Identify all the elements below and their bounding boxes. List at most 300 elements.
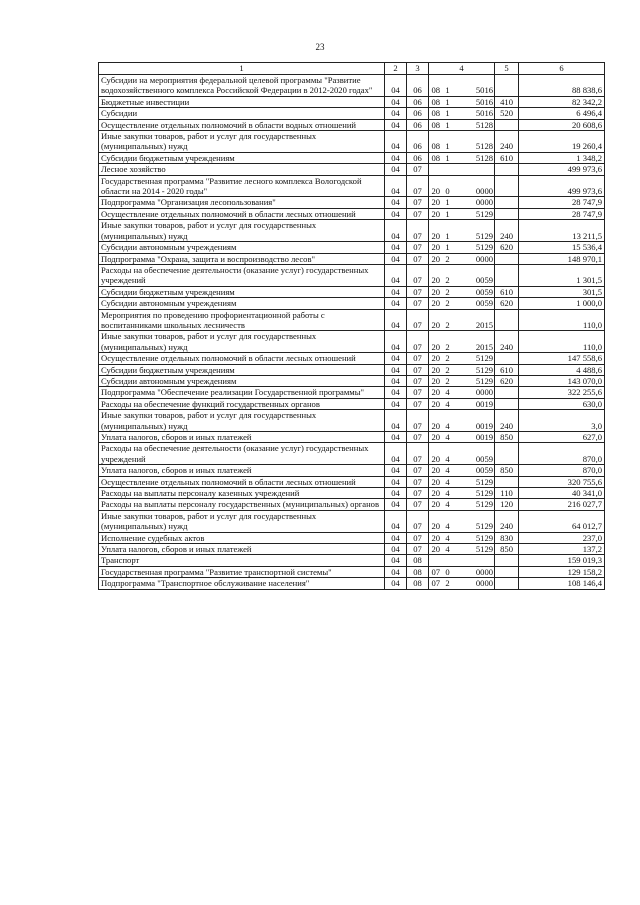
table-row [99,253,605,264]
row-name: Расходы на обеспечение деятельности (оказание услуг) государственных учреждений [99,264,385,286]
row-section: 04 [385,309,407,331]
row-subsection: 07 [407,197,429,208]
row-amount: 627,0 [519,432,605,443]
page-number: 23 [315,42,325,52]
row-amount: 40 341,0 [519,488,605,499]
row-csr-reserve [453,410,464,432]
row-name: Подпрограмма "Организация лесопользования" [99,197,385,208]
table-row [99,175,605,197]
row-name: Осуществление отдельных полномочий в области водных отношений [99,119,385,130]
row-csr-direction: 0059 [464,286,495,297]
row-csr-direction: 0000 [464,197,495,208]
row-csr-subprogram: 0 [443,175,453,197]
row-csr-direction: 5128 [464,152,495,163]
table-row [99,152,605,163]
table-row [99,465,605,476]
row-expense-type: 240 [495,131,519,153]
row-section: 04 [385,96,407,107]
row-csr-reserve [453,108,464,119]
table-row [99,375,605,386]
row-subsection: 06 [407,108,429,119]
row-subsection: 07 [407,375,429,386]
row-subsection: 07 [407,220,429,242]
table-row [99,499,605,510]
row-csr-direction: 5129 [464,476,495,487]
row-csr-reserve [453,499,464,510]
row-csr-direction: 5016 [464,96,495,107]
row-name: Иные закупки товаров, работ и услуг для государственных (муниципальных) нужд [99,131,385,153]
table-row [99,119,605,130]
row-csr-direction: 5129 [464,544,495,555]
row-csr-program: 20 [429,510,443,532]
row-csr-subprogram: 4 [443,532,453,543]
row-csr-reserve [453,578,464,589]
row-subsection: 07 [407,387,429,398]
header-col-2: 2 [385,63,407,75]
row-csr-direction: 5129 [464,532,495,543]
row-csr-program [429,555,443,566]
row-amount: 64 012,7 [519,510,605,532]
row-subsection: 06 [407,96,429,107]
row-amount: 320 755,6 [519,476,605,487]
row-subsection: 07 [407,465,429,476]
row-csr-direction: 0000 [464,175,495,197]
row-expense-type [495,264,519,286]
row-expense-type: 850 [495,432,519,443]
row-csr-reserve [453,398,464,409]
row-amount: 630,0 [519,398,605,409]
row-subsection: 07 [407,298,429,309]
row-subsection: 07 [407,499,429,510]
row-amount: 19 260,4 [519,131,605,153]
row-name: Государственная программа "Развитие транспортной системы" [99,566,385,577]
row-expense-type [495,164,519,175]
row-csr-reserve [453,298,464,309]
table-row [99,555,605,566]
row-subsection: 07 [407,532,429,543]
table-row [99,544,605,555]
row-csr-subprogram: 4 [443,410,453,432]
header-col-4: 4 [429,63,495,75]
row-csr-reserve [453,96,464,107]
row-subsection: 07 [407,175,429,197]
row-csr-subprogram: 1 [443,208,453,219]
row-section: 04 [385,119,407,130]
row-subsection: 07 [407,510,429,532]
row-subsection: 07 [407,253,429,264]
row-name: Иные закупки товаров, работ и услуг для государственных (муниципальных) нужд [99,220,385,242]
row-csr-program: 20 [429,264,443,286]
row-expense-type: 620 [495,298,519,309]
row-csr-reserve [453,555,464,566]
row-name: Субсидии автономным учреждениям [99,298,385,309]
row-csr-reserve [453,75,464,97]
row-csr-program: 20 [429,532,443,543]
row-name: Лесное хозяйство [99,164,385,175]
row-csr-reserve [453,353,464,364]
row-section: 04 [385,375,407,386]
row-csr-program: 20 [429,309,443,331]
table-row [99,476,605,487]
row-csr-program: 20 [429,387,443,398]
row-csr-program: 08 [429,108,443,119]
row-subsection: 07 [407,286,429,297]
row-csr-reserve [453,476,464,487]
row-csr-program: 08 [429,131,443,153]
row-csr-reserve [453,488,464,499]
row-section: 04 [385,488,407,499]
row-expense-type: 850 [495,544,519,555]
row-name: Субсидии бюджетным учреждениям [99,152,385,163]
table-row [99,164,605,175]
row-csr-direction: 5129 [464,510,495,532]
row-csr-reserve [453,309,464,331]
row-name: Субсидии бюджетным учреждениям [99,364,385,375]
row-section: 04 [385,242,407,253]
row-csr-subprogram: 1 [443,197,453,208]
row-csr-program: 20 [429,375,443,386]
table-row [99,443,605,465]
row-csr-subprogram: 4 [443,387,453,398]
row-amount: 499 973,6 [519,175,605,197]
row-name: Расходы на выплаты персоналу казенных учреждений [99,488,385,499]
row-expense-type: 610 [495,286,519,297]
row-amount: 143 070,0 [519,375,605,386]
row-amount: 28 747,9 [519,197,605,208]
row-expense-type: 830 [495,532,519,543]
row-name: Подпрограмма "Транспортное обслуживание населения" [99,578,385,589]
row-csr-subprogram: 2 [443,264,453,286]
row-csr-reserve [453,375,464,386]
row-csr-subprogram: 4 [443,465,453,476]
row-csr-reserve [453,208,464,219]
row-name: Транспорт [99,555,385,566]
row-csr-reserve [453,242,464,253]
table-row [99,131,605,153]
row-name: Расходы на обеспечение деятельности (оказание услуг) государственных учреждений [99,443,385,465]
row-expense-type [495,175,519,197]
row-amount: 322 255,6 [519,387,605,398]
row-subsection: 06 [407,152,429,163]
table-row [99,488,605,499]
row-amount: 15 536,4 [519,242,605,253]
row-amount: 870,0 [519,443,605,465]
row-name: Субсидии [99,108,385,119]
row-csr-reserve [453,364,464,375]
row-expense-type [495,197,519,208]
row-amount: 110,0 [519,331,605,353]
row-section: 04 [385,398,407,409]
row-csr-subprogram: 1 [443,131,453,153]
row-subsection: 08 [407,578,429,589]
row-expense-type [495,387,519,398]
row-csr-direction: 0000 [464,253,495,264]
row-csr-program: 07 [429,566,443,577]
row-amount: 499 973,6 [519,164,605,175]
row-subsection: 07 [407,443,429,465]
row-expense-type [495,119,519,130]
row-csr-direction: 5128 [464,119,495,130]
row-subsection: 07 [407,432,429,443]
row-csr-reserve [453,131,464,153]
table-row [99,510,605,532]
row-csr-subprogram: 0 [443,566,453,577]
row-subsection: 07 [407,410,429,432]
row-csr-program: 20 [429,410,443,432]
table-row [99,309,605,331]
row-amount: 88 838,6 [519,75,605,97]
row-amount: 159 019,3 [519,555,605,566]
row-csr-reserve [453,465,464,476]
row-csr-direction: 5129 [464,353,495,364]
row-subsection: 07 [407,476,429,487]
row-subsection: 07 [407,208,429,219]
row-amount: 870,0 [519,465,605,476]
table-row [99,364,605,375]
row-csr-subprogram: 4 [443,510,453,532]
row-section: 04 [385,544,407,555]
row-expense-type [495,476,519,487]
row-section: 04 [385,131,407,153]
row-csr-subprogram: 4 [443,488,453,499]
row-name: Бюджетные инвестиции [99,96,385,107]
row-csr-subprogram: 2 [443,298,453,309]
row-expense-type: 410 [495,96,519,107]
row-csr-reserve [453,220,464,242]
row-csr-direction [464,164,495,175]
row-csr-direction: 5129 [464,220,495,242]
table-row [99,197,605,208]
row-subsection: 07 [407,398,429,409]
row-amount: 216 027,7 [519,499,605,510]
row-name: Государственная программа "Развитие лесного комплекса Вологодской области на 2014 - 2020 годы" [99,175,385,197]
row-csr-direction: 0019 [464,398,495,409]
row-amount: 4 488,6 [519,364,605,375]
row-csr-subprogram: 1 [443,75,453,97]
row-csr-subprogram: 1 [443,119,453,130]
row-section: 04 [385,555,407,566]
row-csr-program: 20 [429,488,443,499]
row-csr-subprogram: 1 [443,242,453,253]
row-csr-reserve [453,432,464,443]
row-name: Осуществление отдельных полномочий в области лесных отношений [99,353,385,364]
row-amount: 1 000,0 [519,298,605,309]
row-subsection: 07 [407,264,429,286]
row-csr-program: 20 [429,544,443,555]
row-csr-subprogram: 1 [443,220,453,242]
row-csr-reserve [453,387,464,398]
row-csr-direction: 0059 [464,465,495,476]
row-csr-program: 20 [429,208,443,219]
row-section: 04 [385,108,407,119]
row-name: Иные закупки товаров, работ и услуг для государственных (муниципальных) нужд [99,410,385,432]
row-name: Иные закупки товаров, работ и услуг для государственных (муниципальных) нужд [99,331,385,353]
row-expense-type: 240 [495,220,519,242]
row-csr-direction: 5129 [464,488,495,499]
table-row [99,387,605,398]
row-subsection: 07 [407,364,429,375]
row-csr-program: 08 [429,119,443,130]
row-section: 04 [385,197,407,208]
row-subsection: 07 [407,164,429,175]
table-row [99,410,605,432]
row-section: 04 [385,532,407,543]
row-section: 04 [385,253,407,264]
row-section: 04 [385,566,407,577]
row-csr-subprogram [443,555,453,566]
row-expense-type: 240 [495,510,519,532]
row-amount: 6 496,4 [519,108,605,119]
header-row [99,63,605,75]
budget-table [98,62,605,590]
row-csr-program: 08 [429,96,443,107]
row-amount: 237,0 [519,532,605,543]
row-csr-reserve [453,253,464,264]
row-csr-subprogram: 1 [443,108,453,119]
row-csr-direction: 0000 [464,578,495,589]
row-name: Субсидии бюджетным учреждениям [99,286,385,297]
row-section: 04 [385,220,407,242]
row-amount: 28 747,9 [519,208,605,219]
row-subsection: 06 [407,75,429,97]
row-csr-subprogram: 2 [443,364,453,375]
row-name: Подпрограмма "Обеспечение реализации Государственной программы" [99,387,385,398]
row-expense-type: 240 [495,331,519,353]
row-expense-type [495,578,519,589]
row-csr-program: 20 [429,364,443,375]
row-amount: 1 348,2 [519,152,605,163]
table-row [99,331,605,353]
row-csr-direction [464,555,495,566]
row-csr-reserve [453,544,464,555]
row-csr-reserve [453,286,464,297]
row-csr-subprogram: 1 [443,152,453,163]
row-csr-program: 20 [429,476,443,487]
row-subsection: 07 [407,488,429,499]
row-csr-subprogram: 2 [443,578,453,589]
row-section: 04 [385,152,407,163]
row-csr-program: 08 [429,152,443,163]
row-section: 04 [385,443,407,465]
row-csr-program: 20 [429,197,443,208]
row-csr-program: 20 [429,253,443,264]
row-name: Субсидии на мероприятия федеральной целевой программы "Развитие водохозяйственного комплекса Российской Федерации в 2012-2020 годах" [99,75,385,97]
row-amount: 110,0 [519,309,605,331]
row-csr-subprogram: 4 [443,544,453,555]
row-amount: 148 970,1 [519,253,605,264]
row-section: 04 [385,510,407,532]
row-subsection: 07 [407,331,429,353]
row-csr-direction: 0019 [464,410,495,432]
row-section: 04 [385,286,407,297]
row-section: 04 [385,208,407,219]
table-row [99,398,605,409]
row-csr-program: 20 [429,331,443,353]
row-expense-type [495,398,519,409]
row-csr-program: 20 [429,432,443,443]
row-csr-direction: 5129 [464,375,495,386]
row-name: Расходы на выплаты персоналу государственных (муниципальных) органов [99,499,385,510]
row-csr-direction: 5016 [464,108,495,119]
table-body [99,75,605,590]
row-csr-direction: 5129 [464,242,495,253]
row-subsection: 06 [407,119,429,130]
row-csr-reserve [453,152,464,163]
row-csr-program: 20 [429,443,443,465]
row-name: Исполнение судебных актов [99,532,385,543]
row-csr-program: 20 [429,242,443,253]
row-subsection: 07 [407,242,429,253]
row-csr-subprogram: 1 [443,96,453,107]
table-row [99,96,605,107]
header-col-3: 3 [407,63,429,75]
table-row [99,353,605,364]
row-name: Уплата налогов, сборов и иных платежей [99,465,385,476]
row-name: Субсидии автономным учреждениям [99,242,385,253]
row-subsection: 07 [407,353,429,364]
row-section: 04 [385,499,407,510]
row-subsection: 08 [407,566,429,577]
row-name: Иные закупки товаров, работ и услуг для государственных (муниципальных) нужд [99,510,385,532]
row-section: 04 [385,353,407,364]
row-expense-type: 120 [495,499,519,510]
row-name: Осуществление отдельных полномочий в области лесных отношений [99,208,385,219]
table-row [99,208,605,219]
row-expense-type: 610 [495,364,519,375]
row-csr-subprogram: 2 [443,331,453,353]
row-section: 04 [385,387,407,398]
row-csr-subprogram: 2 [443,375,453,386]
row-expense-type [495,208,519,219]
row-expense-type: 610 [495,152,519,163]
row-section: 04 [385,476,407,487]
row-csr-direction: 2015 [464,309,495,331]
row-csr-direction: 5129 [464,208,495,219]
row-amount: 3,0 [519,410,605,432]
row-csr-subprogram: 4 [443,432,453,443]
row-csr-subprogram: 2 [443,309,453,331]
row-subsection: 07 [407,309,429,331]
row-csr-subprogram: 2 [443,253,453,264]
table-row [99,578,605,589]
row-csr-direction: 5128 [464,131,495,153]
row-subsection: 06 [407,131,429,153]
row-expense-type: 850 [495,465,519,476]
row-csr-subprogram: 4 [443,398,453,409]
row-amount: 13 211,5 [519,220,605,242]
row-section: 04 [385,75,407,97]
row-csr-direction: 0000 [464,566,495,577]
row-expense-type: 620 [495,242,519,253]
row-csr-subprogram: 4 [443,499,453,510]
row-csr-reserve [453,566,464,577]
row-section: 04 [385,432,407,443]
row-csr-program: 20 [429,465,443,476]
row-csr-reserve [453,264,464,286]
row-name: Подпрограмма "Охрана, защита и воспроизводство лесов" [99,253,385,264]
row-section: 04 [385,465,407,476]
row-csr-direction: 0059 [464,443,495,465]
row-section: 04 [385,298,407,309]
row-csr-program: 20 [429,298,443,309]
row-section: 04 [385,331,407,353]
row-expense-type [495,309,519,331]
table-row [99,566,605,577]
header-col-1: 1 [99,63,385,75]
row-csr-program: 20 [429,353,443,364]
row-name: Мероприятия по проведению профориентационной работы с воспитанниками школьных лесничеств [99,309,385,331]
row-csr-program: 20 [429,398,443,409]
